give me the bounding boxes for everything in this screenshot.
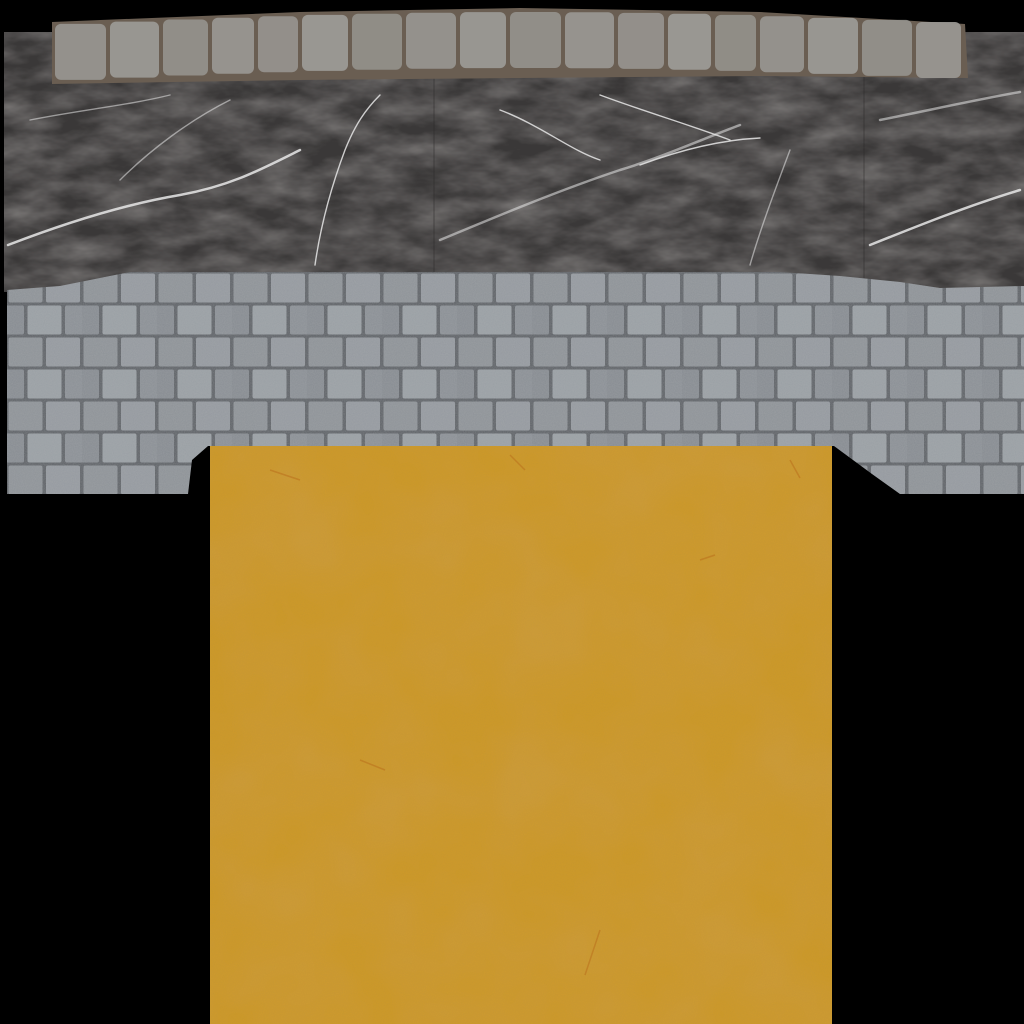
cobblestone [808, 18, 858, 74]
cobblestone [565, 12, 614, 68]
cobblestone [55, 24, 106, 80]
cobblestone [352, 14, 402, 70]
ochre-plaster-panel [210, 446, 832, 1024]
cobblestone [510, 12, 561, 68]
cobblestone [258, 16, 298, 72]
cobblestone [212, 18, 254, 74]
cobblestone [715, 15, 756, 71]
cobblestone [110, 22, 159, 78]
cobblestone [760, 16, 804, 72]
cobblestone [862, 20, 912, 76]
cobblestone [302, 15, 348, 71]
cobblestone [163, 20, 208, 76]
cobblestone [916, 22, 961, 78]
cobblestone [618, 13, 664, 69]
cobblestone [668, 14, 711, 70]
cobblestone [406, 13, 456, 69]
cobblestone [460, 12, 506, 68]
cobblestone-cap-strip [52, 8, 968, 84]
